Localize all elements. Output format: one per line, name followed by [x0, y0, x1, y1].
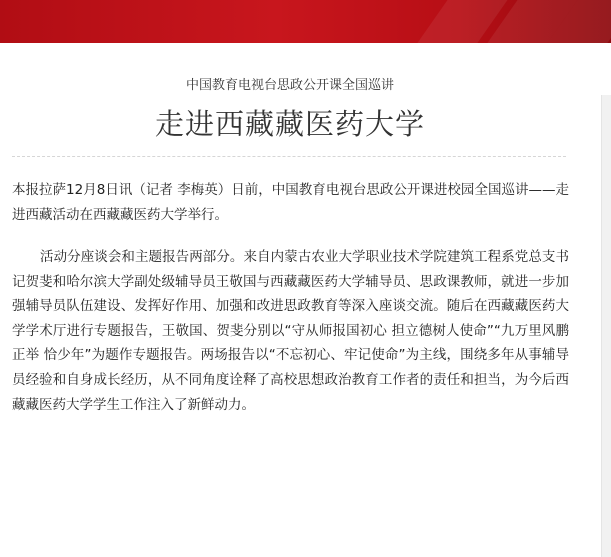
title-divider: [12, 156, 566, 157]
article-subtitle: 中国教育电视台思政公开课全国巡讲: [185, 78, 394, 93]
article-paragraph: 活动分座谈会和主题报告两部分。来自内蒙古农业大学职业技术学院建筑工程系党总支书记贺斐和哈尔滨大学副处级辅导员王敬国与西藏藏医药大学辅导员、思政课教师，就进一步加强辅导员队伍建设、发挥好作用、加强和改进思政教育等深入座谈交流。随后在西藏藏医药大学学术厅进行专题报告，王敬国、贺斐分别以“守从师报国初心 担立德树人使命”“九万里风鹏正举 恰少年”为题作专题报告。两场报告以“不忘初心、牢记使命”为主线，围绕多年从事辅导员经验和自身成长经历，从不同角度诠释了高校思想政治教育工作者的责任和担当，为今后西藏藏医药大学学生工作注入了新鲜动力。: [12, 249, 569, 413]
top-banner: [0, 0, 611, 43]
article-paragraph-lead: 本报拉萨12月8日讯（记者 李梅英）日前，中国教育电视台思政公开课进校园全国巡讲——走进西藏活动在西藏藏医药大学举行。: [12, 182, 569, 223]
scrollbar-track[interactable]: [601, 95, 611, 557]
article-title: 走进西藏藏医药大学: [154, 107, 425, 141]
